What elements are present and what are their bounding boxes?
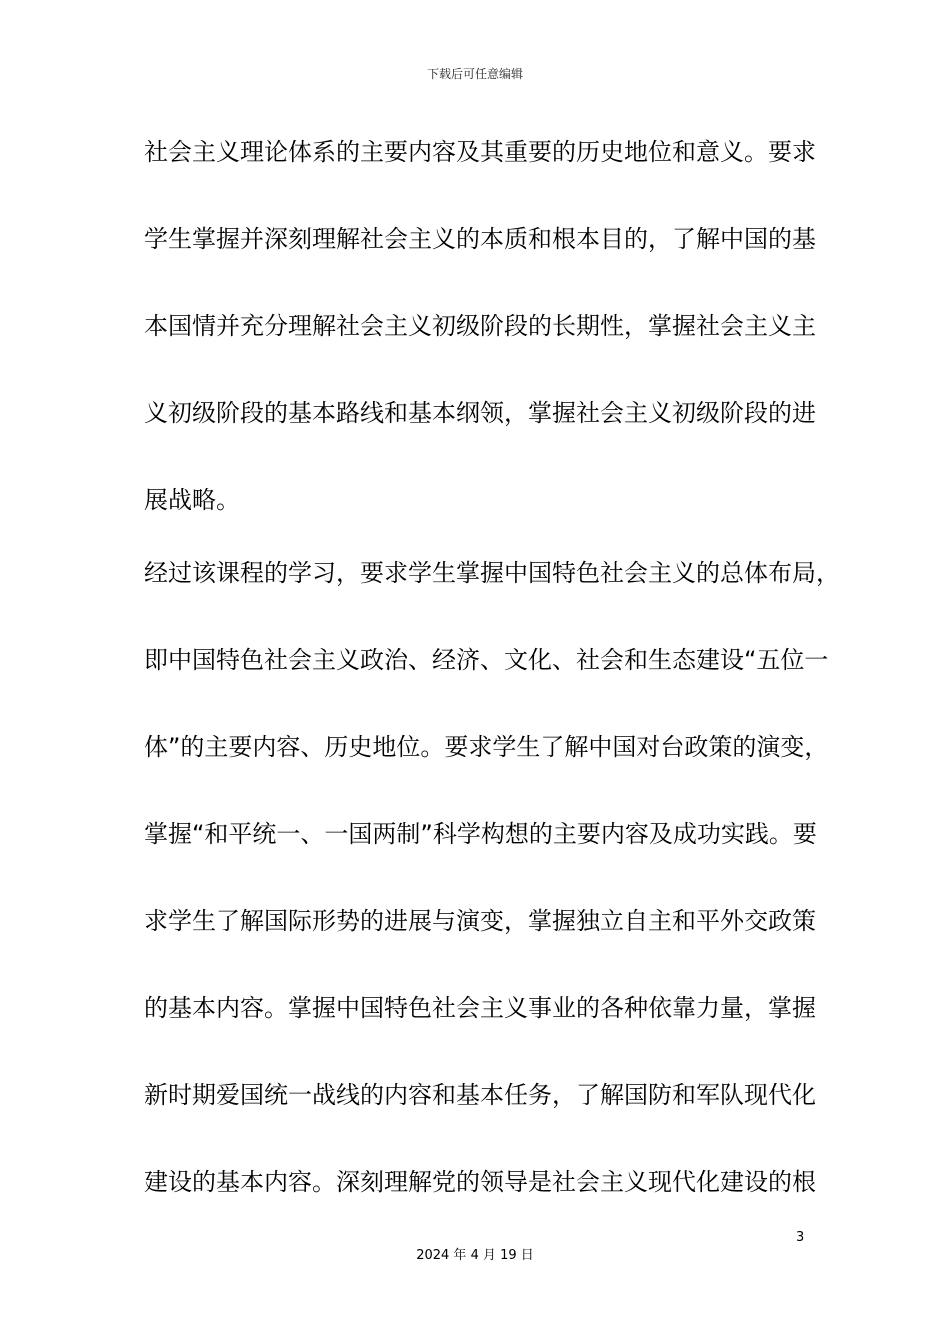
body-text-line: 本国情并充分理解社会主义初级阶段的长期性，掌握社会主义主 (144, 312, 816, 340)
page-number: 3 (796, 1230, 805, 1245)
body-text-line: 展战略。 (144, 486, 240, 514)
body-text-line: 义初级阶段的基本路线和基本纲领，掌握社会主义初级阶段的进 (144, 399, 816, 427)
body-text-line: 经过该课程的学习，要求学生掌握中国特色社会主义的总体布局， (144, 559, 840, 587)
body-text-line: 求学生了解国际形势的进展与演变，掌握独立自主和平外交政策 (144, 907, 816, 935)
footer-date: 2024 年 4 月 19 日 (416, 1248, 534, 1263)
body-text-line: 体”的主要内容、历史地位。要求学生了解中国对台政策的演变， (144, 733, 829, 761)
body-text-line: 掌握“和平统一、一国两制”科学构想的主要内容及成功实践。要 (144, 820, 817, 848)
body-text-line: 新时期爱国统一战线的内容和基本任务，了解国防和军队现代化 (144, 1081, 816, 1109)
body-text-line: 建设的基本内容。深刻理解党的领导是社会主义现代化建设的根 (144, 1168, 816, 1196)
body-text-line: 的基本内容。掌握中国特色社会主义事业的各种依靠力量，掌握 (144, 994, 816, 1022)
body-text-line: 社会主义理论体系的主要内容及其重要的历史地位和意义。要求 (144, 138, 816, 166)
body-text-line: 学生掌握并深刻理解社会主义的本质和根本目的，了解中国的基 (144, 225, 816, 253)
body-text-line: 即中国特色社会主义政治、经济、文化、社会和生态建设“五位一 (144, 646, 829, 674)
page-header-note: 下载后可任意编辑 (426, 67, 523, 81)
